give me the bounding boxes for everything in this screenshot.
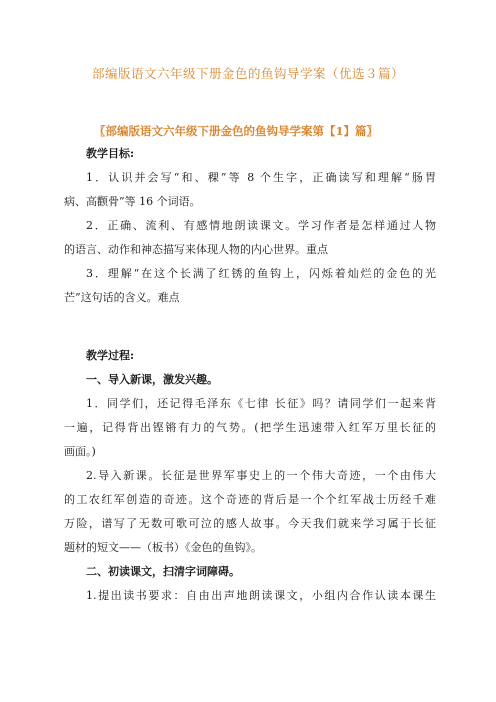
objectives-label: 教学目标:	[86, 147, 135, 160]
part-1-paragraph-1-line-2: 一遍，记得背出铿锵有力的气势。(把学生迅速带入红军万里长征的	[64, 421, 436, 434]
objective-2-line-2: 的语言、动作和神态描写来体现人物的内心世界。重点	[64, 243, 328, 256]
document-title: 部编版语文六年级下册金色的鱼钩导学案（优选３篇）	[91, 66, 404, 81]
part-1-paragraph-2-line-2: 的工农红军创造的奇迹。这个奇迹的背后是一个个红军战士历经千难	[64, 493, 436, 506]
process-label: 教学过程:	[86, 349, 135, 362]
part-2-heading: 二、初读课文，扫清字词障碍。	[86, 565, 240, 578]
objective-2-line-1: 2．正确、流利、有感情地朗读课文。学习作者是怎样通过人物	[86, 219, 436, 232]
part-1-heading: 一、导入新课，激发兴趣。	[86, 373, 218, 386]
part-2-paragraph-1-line-1: 1.提出读书要求：自由出声地朗读课文，小组内合作认读本课生	[86, 589, 436, 602]
objective-3-line-2: 芒”这句话的含义。难点	[64, 291, 180, 304]
objective-1-line-2: 病、高颧骨”等 16 个词语。	[64, 195, 201, 208]
objective-1-line-1: 1．认识并会写“和、稞”等 8 个生字，正确读写和理解“肠胃	[86, 171, 436, 184]
objective-3-line-1: 3．理解“在这个长满了红锈的鱼钩上，闪烁着灿烂的金色的光	[86, 267, 436, 280]
part-1-paragraph-2-line-4: 题材的短文——（板书）《金色的鱼钩》。	[64, 541, 262, 554]
part-1-paragraph-1-line-3: 画面。)	[64, 445, 96, 458]
part-1-paragraph-2-line-3: 万险，谱写了无数可歌可泣的感人故事。今天我们就来学习属于长征	[64, 517, 436, 530]
section-heading: 〖部编版语文六年级下册金色的鱼钩导学案第【1】篇〗	[94, 124, 378, 138]
part-1-paragraph-2-line-1: 2.导入新课。长征是世界军事史上的一个伟大奇迹，一个由伟大	[86, 469, 436, 482]
part-1-paragraph-1-line-1: 1．同学们，还记得毛泽东《七律 长征》吗？请同学们一起来背	[86, 397, 436, 410]
